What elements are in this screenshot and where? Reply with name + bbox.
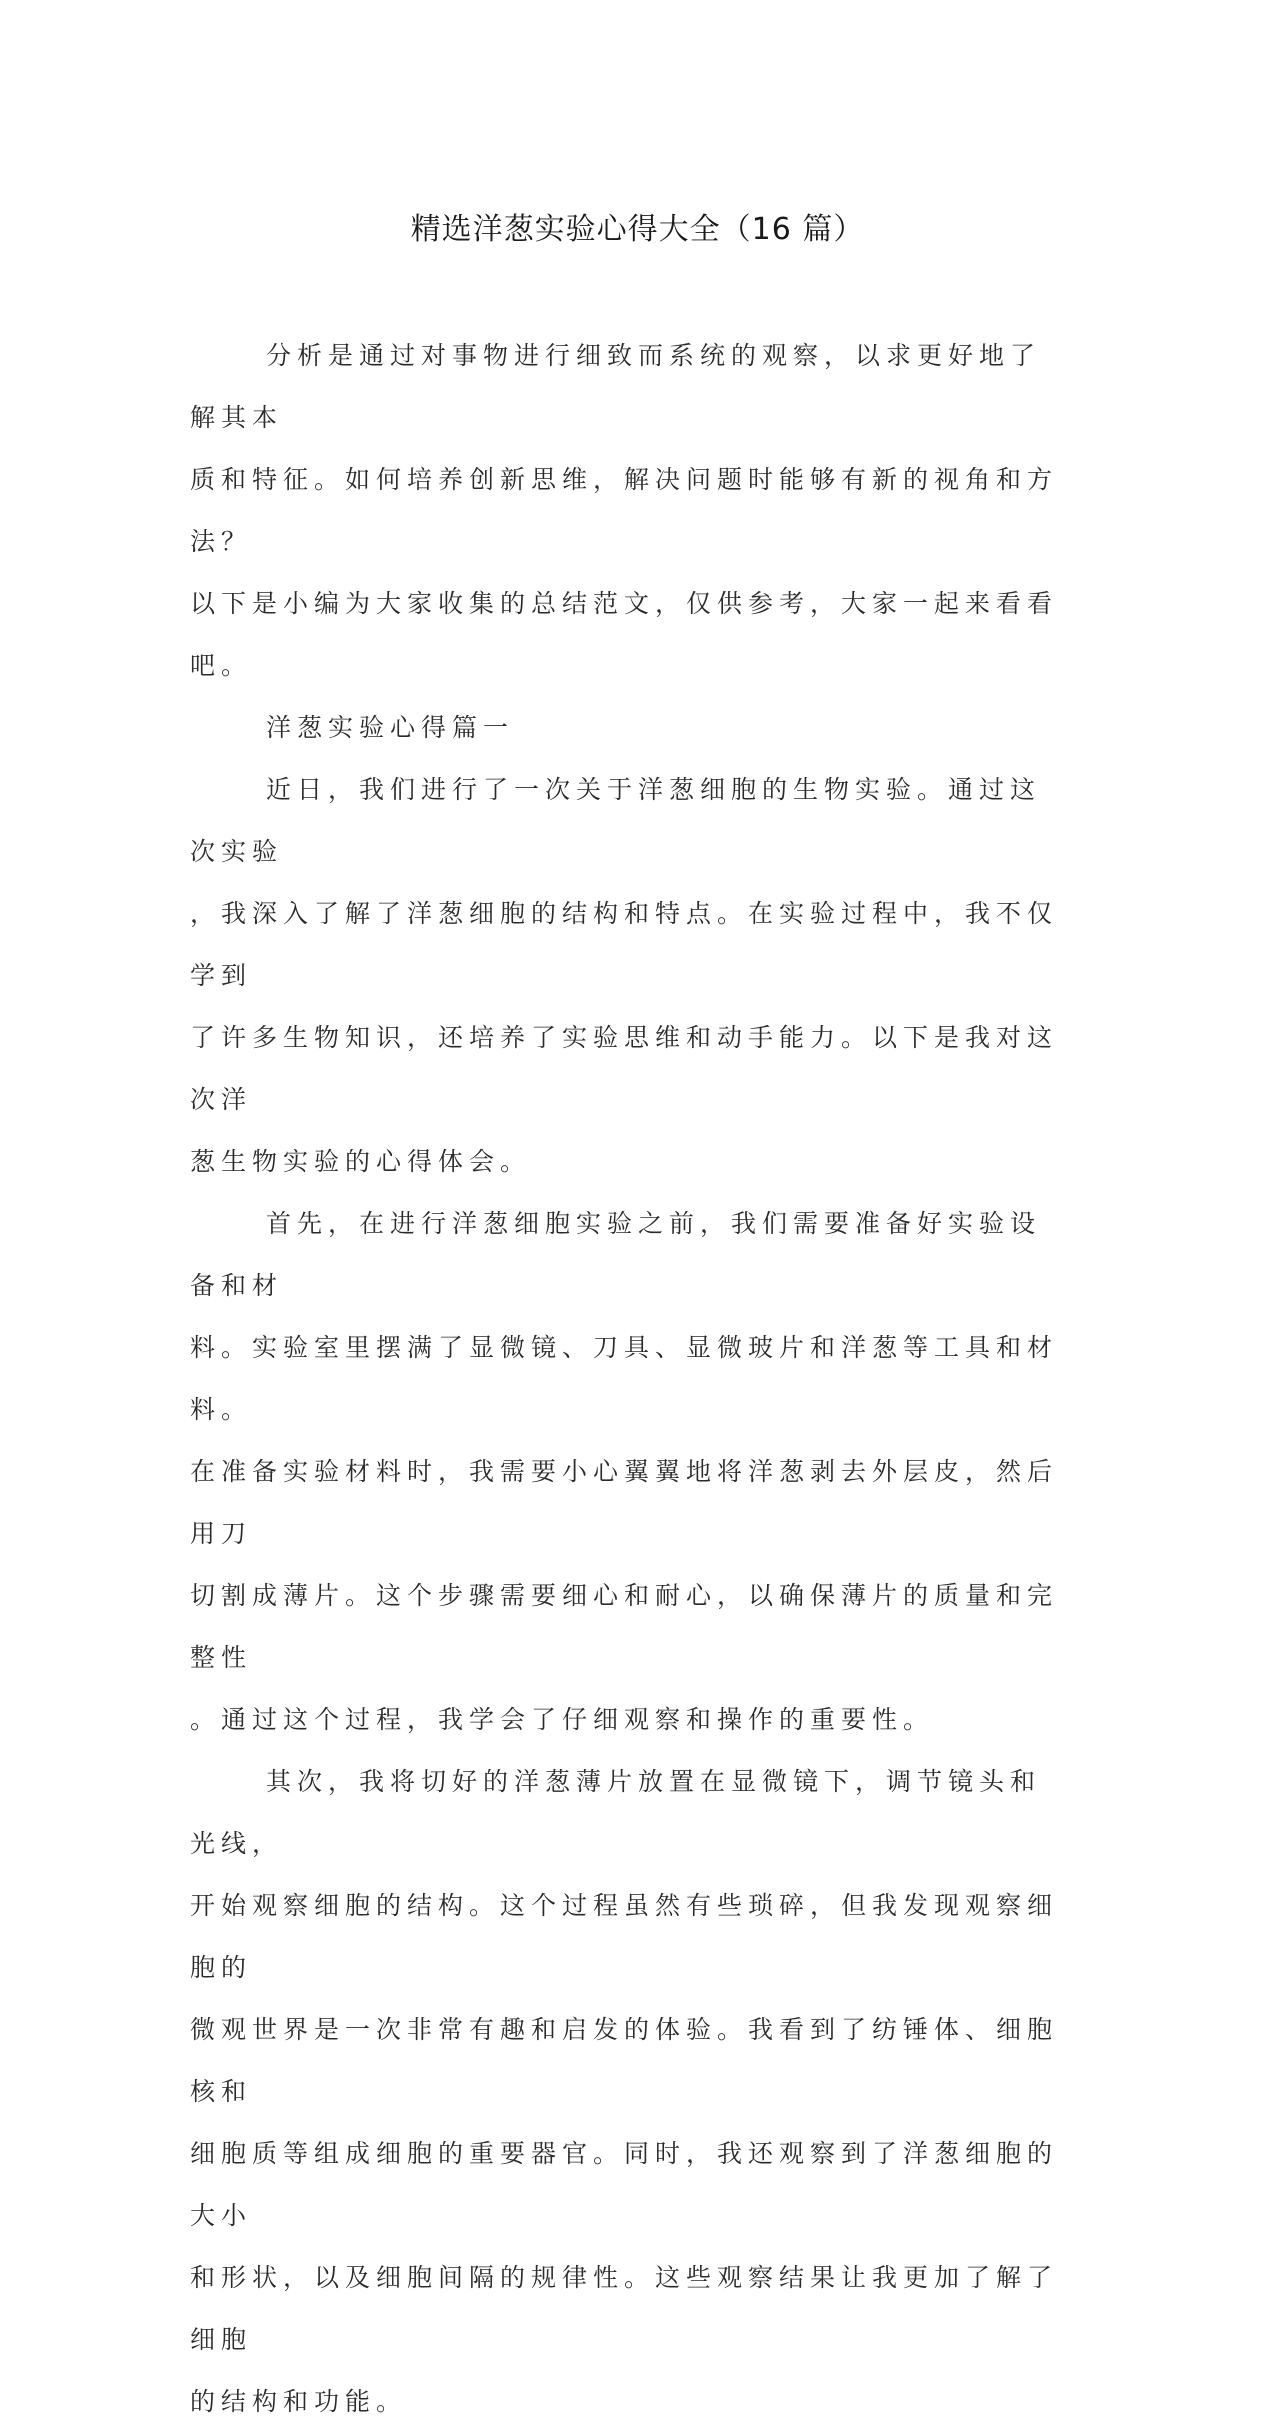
body-line: 切割成薄片。这个步骤需要细心和耐心，以确保薄片的质量和完整性 bbox=[190, 1581, 1059, 1672]
body-line: 质和特征。如何培养创新思维，解决问题时能够有新的视角和方法？ bbox=[190, 465, 1059, 556]
body-line: 近日，我们进行了一次关于洋葱细胞的生物实验。通过这次实验 bbox=[190, 775, 1042, 866]
body-line: 在准备实验材料时，我需要小心翼翼地将洋葱剥去外层皮，然后用刀 bbox=[190, 1457, 1059, 1548]
body-line: 以下是小编为大家收集的总结范文，仅供参考，大家一起来看看吧。 bbox=[190, 589, 1059, 680]
body-line: 细胞质等组成细胞的重要器官。同时，我还观察到了洋葱细胞的大小 bbox=[190, 2139, 1059, 2230]
body-line: 开始观察细胞的结构。这个过程虽然有些琐碎，但我发现观察细胞的 bbox=[190, 1891, 1059, 1982]
body-line: 料。实验室里摆满了显微镜、刀具、显微玻片和洋葱等工具和材料。 bbox=[190, 1333, 1059, 1424]
body-line: 分析是通过对事物进行细致而系统的观察，以求更好地了解其本 bbox=[190, 341, 1042, 432]
body-line: 葱生物实验的心得体会。 bbox=[190, 1147, 532, 1176]
document-title: 精选洋葱实验心得大全（16 篇） bbox=[410, 212, 865, 247]
body-line: 了许多生物知识，还培养了实验思维和动手能力。以下是我对这次洋 bbox=[190, 1023, 1059, 1114]
body-line: 的结构和功能。 bbox=[190, 2387, 408, 2416]
body-line: ，我深入了解了洋葱细胞的结构和特点。在实验过程中，我不仅学到 bbox=[190, 899, 1059, 990]
section-heading: 洋葱实验心得篇一 bbox=[266, 713, 515, 742]
body-line: 微观世界是一次非常有趣和启发的体验。我看到了纺锤体、细胞核和 bbox=[190, 2015, 1059, 2106]
document-body bbox=[190, 325, 1070, 2433]
body-line: 首先，在进行洋葱细胞实验之前，我们需要准备好实验设备和材 bbox=[190, 1209, 1042, 1300]
body-line: 和形状，以及细胞间隔的规律性。这些观察结果让我更加了解了细胞 bbox=[190, 2263, 1059, 2354]
body-line: 其次，我将切好的洋葱薄片放置在显微镜下，调节镜头和光线， bbox=[190, 1767, 1042, 1858]
body-line: 。通过这个过程，我学会了仔细观察和操作的重要性。 bbox=[190, 1705, 935, 1734]
